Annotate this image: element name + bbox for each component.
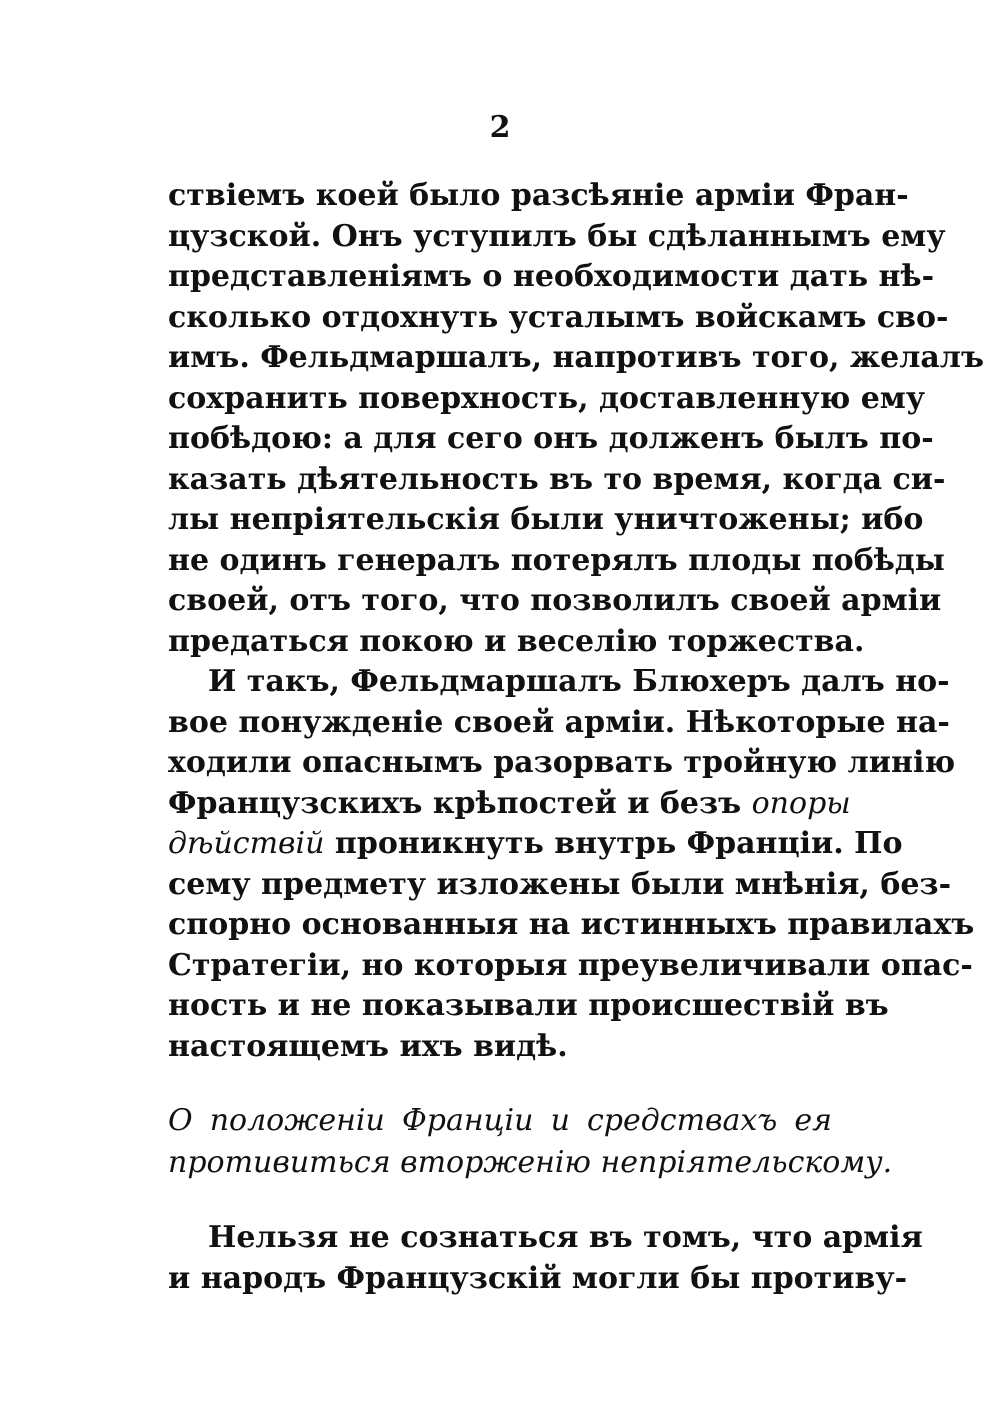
text-segment: Французскихъ крѣпостей и безъ bbox=[168, 785, 742, 821]
text-line: цузской. Онъ уступилъ бы сдѣланнымъ ему bbox=[168, 218, 946, 254]
text-line: Стратегіи, но которыя преувеличивали опас- bbox=[168, 947, 973, 983]
text-line: сохранить поверхность, доставленную ему bbox=[168, 380, 926, 416]
text-line: Нельзя не сознаться въ томъ, что армія bbox=[208, 1220, 923, 1255]
paragraph-3 bbox=[168, 1218, 923, 1299]
text-line: казать дѣятельность въ то время, когда си- bbox=[168, 461, 946, 497]
text-line: ходили опаснымъ разорвать тройную линію bbox=[168, 745, 956, 780]
text-line: спорно основанныя на истинныхъ правилахъ bbox=[168, 907, 975, 942]
text-segment: проникнуть внутрь Франціи. По bbox=[334, 826, 903, 861]
text-line: представленіямъ о необходимости дать нѣ- bbox=[168, 259, 935, 294]
text-line: сему предмету изложены были мнѣнія, без- bbox=[168, 866, 952, 902]
italic-term: дѣйствій bbox=[168, 826, 325, 861]
text-line: вое понужденіе своей арміи. Нѣкоторые на- bbox=[168, 704, 950, 740]
italic-term: опоры bbox=[751, 785, 851, 821]
text-line: предаться покою и веселію торжества. bbox=[168, 623, 865, 659]
text-line: побѣдою: а для сего онъ долженъ былъ по- bbox=[168, 421, 934, 456]
text-line: своей, отъ того, что позволилъ своей арміи bbox=[168, 583, 942, 618]
text-line: ность и не показывали происшествій въ bbox=[168, 988, 889, 1023]
section-heading bbox=[168, 1100, 893, 1184]
paragraph-1 bbox=[168, 176, 984, 662]
heading-line: противиться вторженію непріятельскому. bbox=[168, 1145, 893, 1180]
page-number: 2 bbox=[489, 110, 511, 145]
paragraph-2 bbox=[168, 662, 975, 1067]
heading-line: О положеніи Франціи и средствахъ ея bbox=[168, 1103, 832, 1138]
text-line bbox=[168, 824, 903, 865]
text-line: лы непріятельскія были уничтожены; ибо bbox=[168, 502, 924, 537]
text-line: не одинъ генералъ потерялъ плоды побѣды bbox=[168, 542, 945, 578]
text-line: ствіемъ коей было разсѣяніе арміи Фран- bbox=[168, 178, 909, 213]
text-line bbox=[168, 784, 851, 825]
text-line: сколько отдохнуть усталымъ войскамъ сво- bbox=[168, 299, 949, 335]
text-line: И такъ, Фельдмаршалъ Блюхеръ далъ но- bbox=[208, 664, 950, 699]
text-line: и народъ Французскій могли бы противу- bbox=[168, 1260, 908, 1296]
text-line: имъ. Фельдмаршалъ, напротивъ того, желалъ bbox=[168, 340, 984, 375]
text-line: настоящемъ ихъ видѣ. bbox=[168, 1028, 568, 1064]
